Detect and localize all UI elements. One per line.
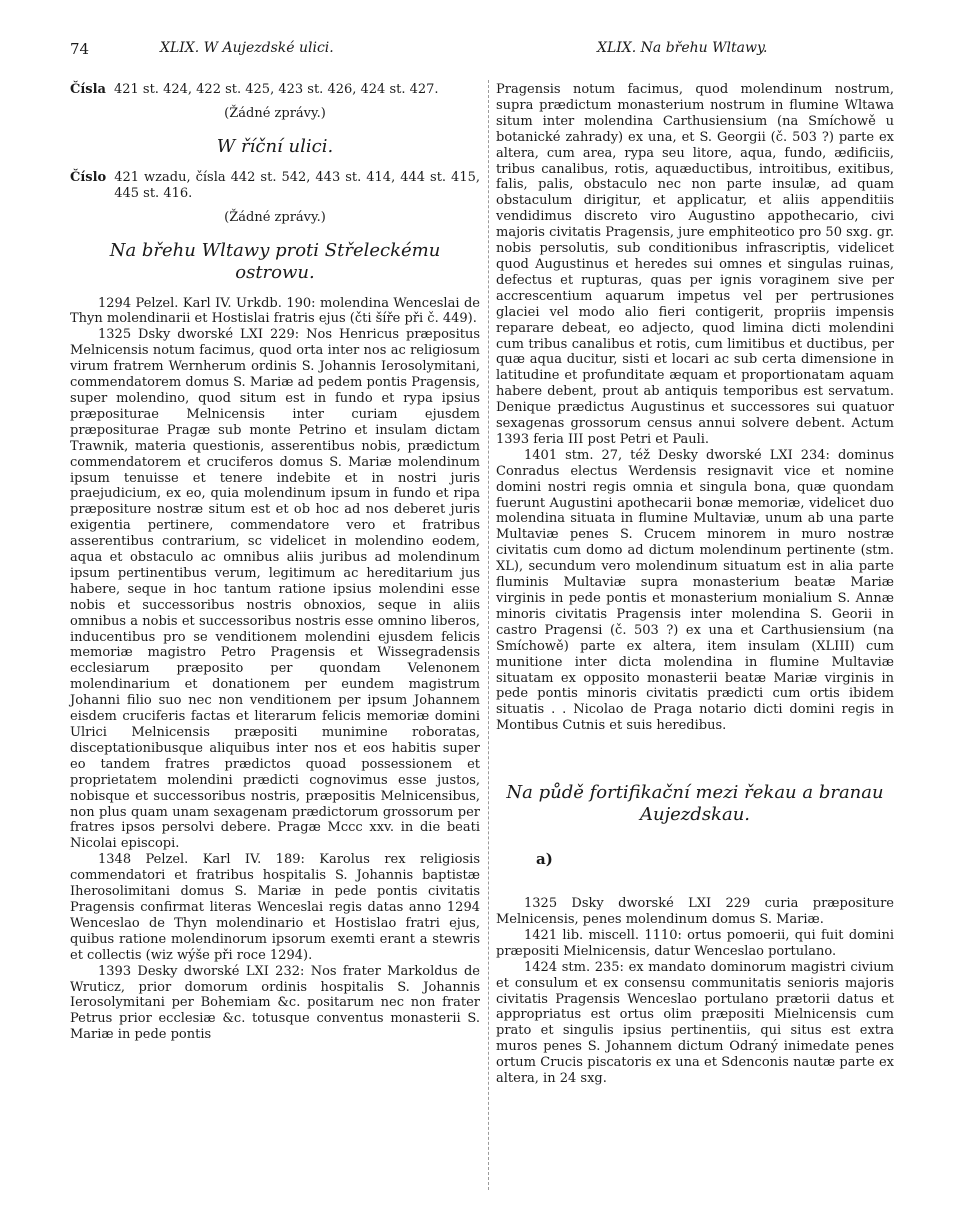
entry-label: Čísla (70, 82, 106, 97)
spacer (496, 734, 894, 770)
paragraph: 1424 stm. 235: ex mandato dominorum magistri civium et consulum et ex consensu communitatis senioris majoris civitatis Pragensis Wenceslao portulano prætorii datus et appropriatus est ortus olim præpositi Mielnicensis cum prato et singulis ipsius pertinentiis, qui situs est extra muros penes S. Johannem dictum Odraný inimedate penes ortum Crucis piscatoris ex una et Sdenconis nautæ parte ex altera, in 24 sxg. (496, 959, 894, 1087)
paragraph: 1421 lib. miscell. 1110: ortus pomoerii, qui fuit domini præpositi Mielnicensis, datur Wenceslao portulano. (496, 927, 894, 959)
running-head-right: XLIX. Na břehu Wltawy. (597, 40, 768, 56)
entry-text: 421 st. 424, 422 st. 425, 423 st. 426, 424 st. 427. (113, 82, 439, 97)
section-heading-fortifikace: Na půdě fortifikační mezi řekau a branau Aujezdskau. (506, 782, 884, 826)
no-records-note: (Žádné zprávy.) (224, 105, 326, 121)
paragraph: 1348 Pelzel. Karl IV. 189: Karolus rex religiosis commendatori et fratribus hospitalis S. Johannis baptistæ Iherosolimitani domus S. Mariæ in pede pontis civitatis Pragensis confirmat literas Wenceslai regis datas anno 1294 Wenceslao de Thyn molendinario et Hostislao fratri ejus, quibus ratione molendinorum ipsorum exemti erant a stewris et collectis (wiz wýše při roce 1294). (70, 852, 480, 963)
entry-text: 421 wzadu, čísla 442 st. 542, 443 st. 414, 444 st. 415, 445 st. 416. (114, 169, 480, 201)
paragraph: 1325 Dsky dworské LXI 229: Nos Henricus præpositus Melnicensis notum facimus, quod orta inter nos ac religiosum virum fratrem Wernherum ordinis S. Johannis Ierosolymitani, commendatorem domus S. Mariæ ad pedem pontis Pragensis, super molendino, quod situm est in fundo et rypa ipsius præpositurae Melnicensis inter curiam ejusdem præpositurae Pragæ sub monte Petrino et insulam dictam Trawnik, materia questionis, asserentibus nobis, prædictum commendatorem et cruciferos domus S. Mariæ molendinum ipsum tenuisse et tenere indebite et in nostri juris praejudicium, ex eo, quia molendinum ipsum in fundo et ripa præpositure nostræ situm est et ob hoc ad nos deberet juris exigentia pertinere, commendatore vero et fratribus asserentibus contrarium, sc videlicet in molendino eodem, aqua et obstaculo ac omnibus aliis juribus ad molendinum ipsum pertinentibus verum, legitimum ac hereditarium jus habere, seque in hoc tantum ratione ipsius molendini esse nobis et successoribus nostris obnoxios, seque in aliis omnibus a nobis et successoribus nostris esse omnino liberos, inducentibus pro se venditionem molendini ejusdem felicis memoriæ magistro Petro Pragensis et Wissegradensis ecclesiarum præposito per quondam Velenonem molendinarium et donationem per eundem magistrum Johanni filio suo nec non venditionem per ipsum Johannem eisdem cruciferis factas et literarum felicis memoriæ domini Ulrici Melnicensis præpositi munimine roboratas, disceptationibusque aliquibus inter nos et eos habitis super eo tandem fratres prædictos quoad possessionem et proprietatem molendini prædicti cognovimus esse justos, nobisque et successoribus nostris, præpositis Melnicensibus, non plus quam unam sexagenam prædictorum grossorum per fratres ipsos persolvi debere. Pragæ Mccc xxv. in die beati Nicolai episcopi. (70, 327, 480, 852)
left-column (70, 82, 480, 1043)
page-number: 74 (70, 40, 90, 58)
right-column (496, 82, 894, 1087)
paragraph: 1294 Pelzel. Karl IV. Urkdb. 190: molendina Wenceslai de Thyn molendinarii et Hostislai fratris ejus (čti šíře při č. 449). (70, 295, 480, 327)
section-heading-ricni-ulice: W říční ulici. (216, 135, 334, 157)
house-numbers-entry (70, 82, 480, 98)
paragraph: Pragensis notum facimus, quod molendinum nostrum, supra prædictum monasterium nostrum in flumine Wltawa situm inter molendina Carthusiensium (na Smíchowě u botanické zahrady) ex una, et S. Georgii (č. 503 ?) parte ex altera, cum area, rypa seu litore, aqua, fundo, ædificiis, tribus canalibus, rotis, aquæductibus, introitibus, exitibus, falis, palis, obstaculo nec non parte insulæ, ad quam obstaculum dirigitur, et applicatur, et aliis appenditiis vendidimus discreto viro Augustino appothecario, civi majoris civitatis Pragensis, jure emphiteotico pro 50 sxg. gr. nobis persolutis, sub conditionibus infrascriptis, videlicet quod Augustinus et heredes sui omnes et singulas ruinas, defectus et rupturas, quas per ignis voraginem sive per accrescentium aquarum impetus vel per pertrusiones glaciei vel modo alio fieri contigerit, propriis impensis reparare debeat, eo adjecto, quod limina dicti molendini cum tribus canalibus et rotis, cum limitibus et ductibus, per quæ aqua ducitur, sisti et locari ac sub certa dimensione in latitudine et profunditate æquam et proportionatam aquam habere debent, prout ab antiquis temporibus est servatum. Denique prædictus Augustinus et successores sui quatuor sexagenas grossorum census annui solvere debent. Actum 1393 feria III post Petri et Pauli. (496, 82, 894, 447)
paragraph: 1325 Dsky dworské LXI 229 curia præpositure Melnicensis, penes molendinum domus S. Mariæ. (496, 896, 894, 927)
paragraph: 1401 stm. 27, též Desky dworské LXI 234: dominus Conradus electus Werdensis resignavit vice et nomine domini nostri regis omnia et singula bona, quæ quondam fuerunt Augustini apothecarii bonæ memoriæ, videlicet duo molendina situata in flumine Multaviæ, unum ab una parte Multaviæ penes S. Crucem minorem in muro nostræ civitatis cum domo ad dictum molendinum pertinente (stm. XL), secundum vero molendinum situatum est in alia parte fluminis Multaviæ supra monasterium beatæ Mariæ virginis in pede pontis et monasterium monialium S. Annæ minoris civitatis Pragensis inter molendina S. Georii in castro Pragensi (č. 503 ?) ex una et Carthusiensium (na Smíchowě) parte ex altera, item insulam (XLIII) cum munitione inter dicta molendina in flumine Multaviæ situatam ex opposito monasterii beatæ Mariæ virginis in pede pontis minoris civitatis prædicti cum ortis ibidem situatis . . Nicolao de Praga notario dicti domini regis in Montibus Cutnis et suis heredibus. (496, 447, 894, 734)
subsection-label: a) (536, 850, 553, 869)
paragraph: 1393 Desky dworské LXI 232: Nos frater Markoldus de Wruticz, prior domorum ordinis hospitalis S. Johannis Ierosolymitani per Bohemiam &c. positarum nec non frater Petrus prior ecclesiæ &c. totusque conventus monasterii S. Mariæ in pede pontis (70, 963, 480, 1043)
entry-label: Číslo (70, 169, 107, 185)
running-head-left: XLIX. W Aujezdské ulici. (160, 40, 334, 56)
no-records-note: (Žádné zprávy.) (224, 209, 326, 225)
section-heading-breh-wltawy: Na břehu Wltawy proti Střeleckému ostrowu. (109, 239, 441, 283)
house-numbers-entry (70, 170, 480, 202)
column-divider (488, 80, 489, 1190)
